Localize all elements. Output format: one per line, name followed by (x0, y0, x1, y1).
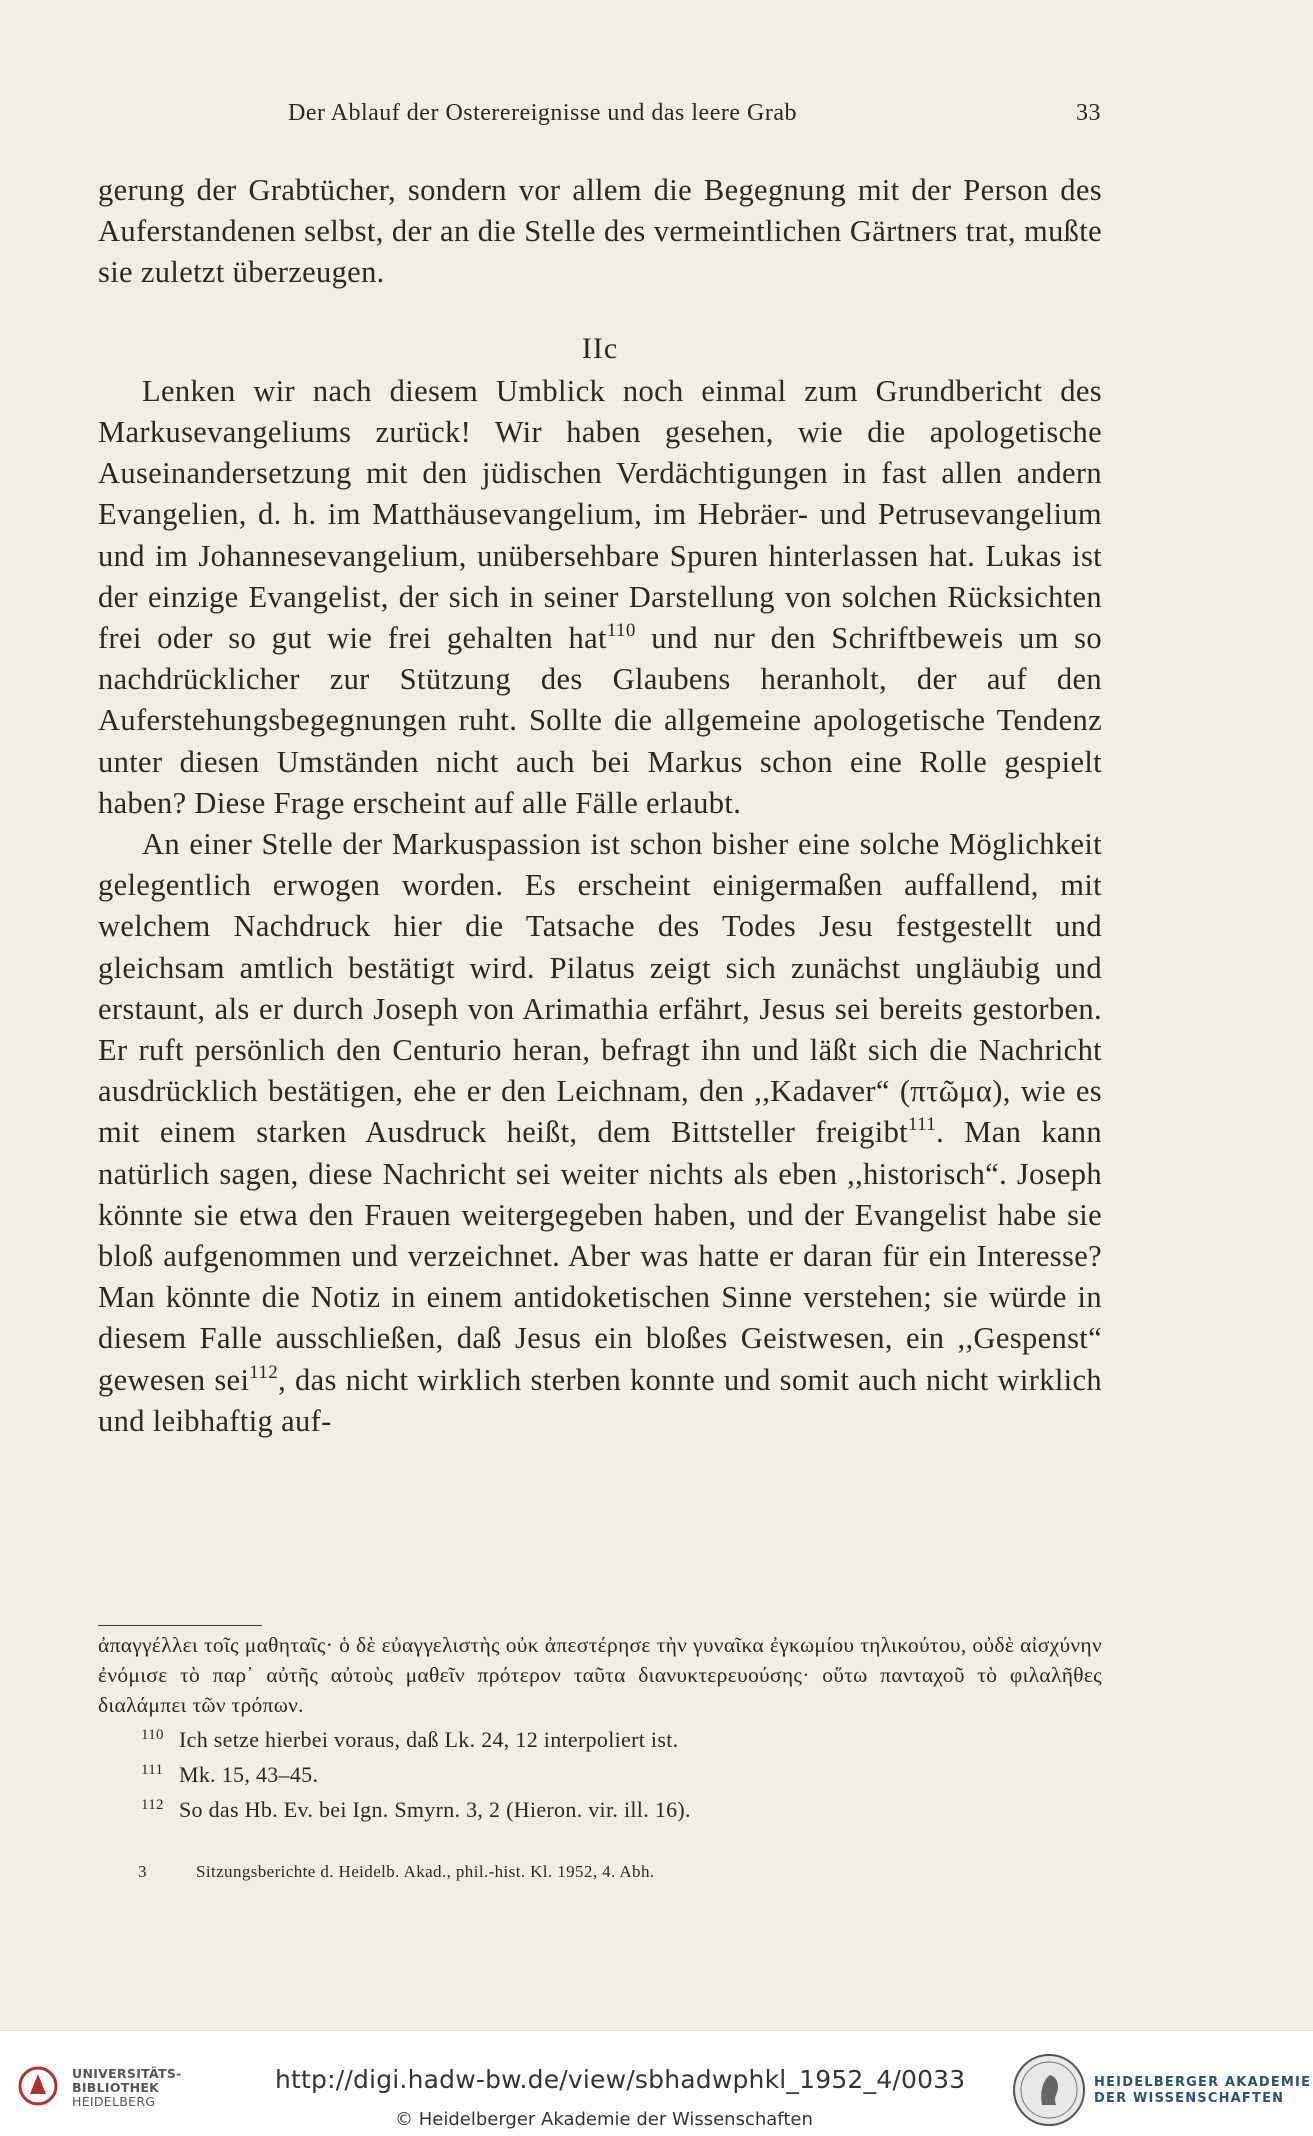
university-library-logo-icon[interactable] (18, 2066, 58, 2106)
footnotes (98, 1630, 1102, 1825)
footnote-divider (98, 1625, 262, 1626)
footnote-greek-continuation: ἀπαγγέλλει τοῖς μαθηταῖς· ὁ δὲ εὐαγγελιστὴς οὐκ ἀπεστέρησε τὴν γυναῖκα ἐγκωμίου τηλικούτου, οὐδὲ αἰσχύνην ἐνόμισε τὸ παρ᾽ αὐτῆς αὐτοὺς μαθεῖν πρότερον ταῦτα διανυκτερευούσης· οὕτω πανταχοῦ τὸ φιλαλῆθες διαλάμπει τῶν τρόπων. (98, 1633, 1102, 1717)
footnote-text: Mk. 15, 43–45. (179, 1762, 319, 1787)
footnote (98, 1755, 1102, 1790)
footnote-number: 111 (141, 1762, 164, 1778)
footnote-ref[interactable]: 110 (606, 620, 636, 642)
university-library-name: UNIVERSITÄTS- BIBLIOTHEK HEIDELBERG (72, 2066, 182, 2109)
permalink-url[interactable]: http://digi.hadw-bw.de/view/sbhadwphkl_1952_4/0033 (275, 2065, 966, 2094)
signature-text: Sitzungsberichte d. Heidelb. Akad., phil.-hist. Kl. 1952, 4. Abh. (196, 1862, 655, 1881)
footnote-number: 112 (141, 1797, 164, 1813)
paragraph-text: Lenken wir nach diesem Umblick noch einmal zum Grundbericht des Markusevangeliums zurück! Wir haben gesehen, wie die apologetische Auseinandersetzung mit den jüdischen Verdächtigungen in fast allen andern Evangelien, d. h. im Matthäusevangelium, im Hebräer- und Petrusevangelium und im Johannesevangelium, unübersehbare Spuren hinterlassen hat. Lukas ist der einzige Evangelist, der sich in seiner Darstellung von solchen Rücksichten frei oder so gut wie frei gehalten hat (98, 373, 1102, 656)
page-header (0, 100, 1313, 140)
viewer-footer (0, 2030, 1313, 2136)
section-heading: IIc (581, 331, 619, 365)
footnote-number: 110 (141, 1727, 164, 1743)
footnote (98, 1720, 1102, 1755)
paragraph-text: und nur den Schriftbeweis um so nachdrücklicher zur Stützung des Glaubens heranholt, der auf den Auferstehungsbegegnungen ruht. Sollte die allgemeine apologetische Tendenz unter diesen Umständen nicht auch bei Markus schon eine Rolle gespielt haben? Diese Frage erscheint auf alle Fälle erlaubt. (98, 621, 1102, 820)
footnote-ref[interactable]: 112 (249, 1361, 279, 1383)
footnote-text: Ich setze hierbei voraus, daß Lk. 24, 12 interpoliert ist. (179, 1727, 679, 1752)
paragraph-text: , das nicht wirklich sterben konnte und somit auch nicht wirklich und leibhaftig auf- (98, 1362, 1102, 1438)
academy-name: HEIDELBERGER AKADEMIE DER WISSENSCHAFTEN (1094, 2075, 1312, 2106)
footnote-ref[interactable]: 111 (908, 1114, 937, 1136)
footnote-text: So das Hb. Ev. bei Ign. Smyrn. 3, 2 (Hieron. vir. ill. 16). (179, 1797, 691, 1822)
paragraph-text: An einer Stelle der Markuspassion ist schon bisher eine solche Möglichkeit gelegentlich erwogen worden. Es erscheint einigermaßen auffallend, mit welchem Nachdruck hier die Tatsache des Todes Jesu festgestellt und gleichsam amtlich bestätigt wird. Pilatus zeigt sich zunächst ungläubig und erstaunt, als er durch Joseph von Arimathia erfährt, Jesus sei bereits gestorben. Er ruft persönlich den Centurio heran, befragt ihn und läßt sich die Nachricht ausdrücklich bestätigen, ehe er den Leichnam, den ,,Kadaver“ (πτῶμα), wie es mit einem starken Ausdruck heißt, dem Bittsteller freigibt (98, 827, 1102, 1150)
academy-seal-icon[interactable] (1012, 2053, 1086, 2127)
paragraph (98, 824, 1102, 1442)
body-text (98, 170, 1102, 1442)
page-number: 33 (1076, 100, 1101, 126)
running-title: Der Ablauf der Osterereignisse und das leere Grab (288, 100, 797, 126)
copyright-notice: © Heidelberger Akademie der Wissenschaften (395, 2109, 813, 2130)
paragraph-text: . Man kann natürlich sagen, diese Nachricht sei weiter nichts als eben ,,historisch“. Joseph könnte sie etwa den Frauen weitergegeben haben, und der Evangelist habe sie bloß aufgenommen und verzeichnet. Aber was hatte er daran für ein Interesse? Man könnte die Notiz in einem antidoketischen Sinne verstehen; sie würde in diesem Falle ausschließen, daß Jesus ein bloßes Geistwesen, ein ,,Gespenst“ gewesen sei (98, 1115, 1103, 1397)
paragraph (98, 371, 1102, 824)
footnote (98, 1790, 1102, 1825)
paragraph-continuation: gerung der Grabtücher, sondern vor allem die Begegnung mit der Person des Auferstandenen selbst, der an die Stelle des vermeintlichen Gärtners trat, mußte sie zuletzt überzeugen. (98, 173, 1102, 290)
signature-number: 3 (138, 1862, 147, 1881)
